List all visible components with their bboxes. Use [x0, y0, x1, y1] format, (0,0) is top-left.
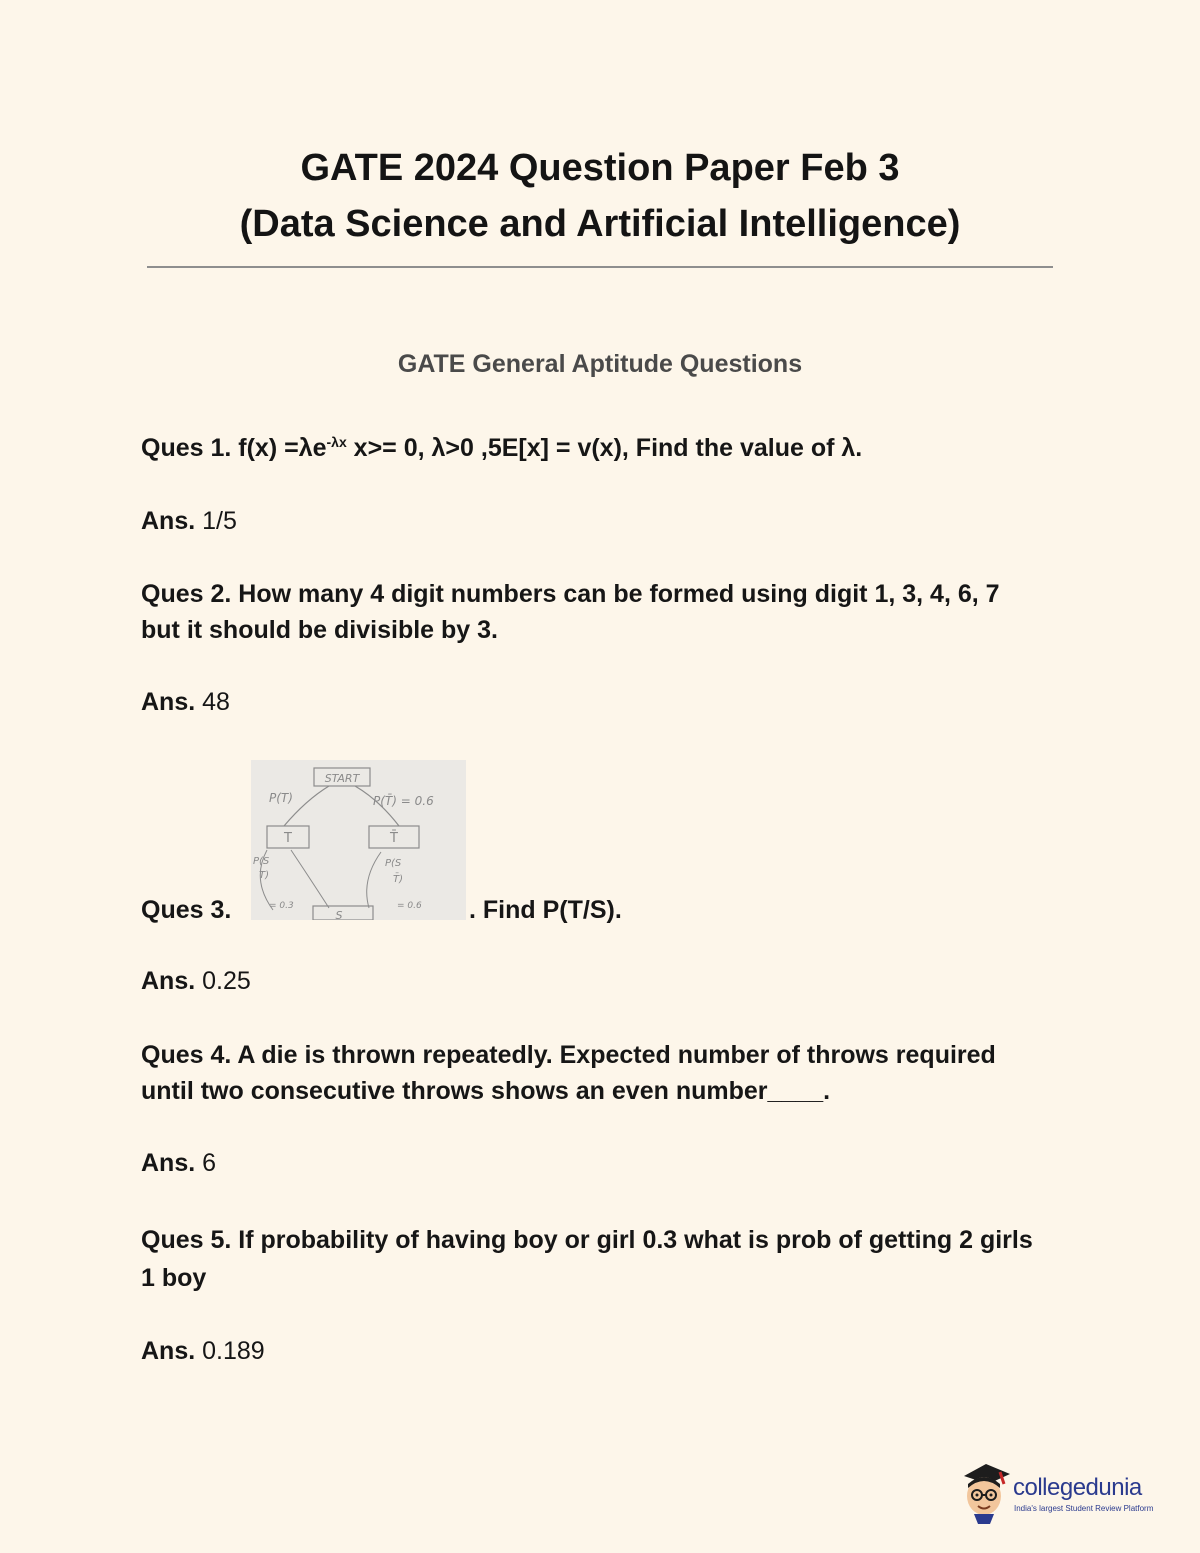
left-value: = 0.3	[269, 901, 294, 911]
logo-tagline: India's largest Student Review Platform	[1014, 1504, 1154, 1513]
answer-label: Ans.	[141, 1149, 196, 1177]
bottom-node-box	[313, 906, 373, 920]
left-edge-label: P(T)	[269, 791, 293, 805]
answer-value: 0.25	[202, 967, 251, 995]
title-divider	[147, 266, 1053, 268]
title-line-1: GATE 2024 Question Paper Feb 3	[300, 147, 900, 189]
answer-label: Ans.	[141, 1337, 196, 1365]
start-label: START	[324, 772, 360, 785]
answer-2	[141, 684, 230, 720]
answer-label: Ans.	[141, 688, 196, 716]
right-edge-label: P(T̄) = 0.6	[373, 794, 434, 808]
right-value: = 0.6	[397, 901, 422, 911]
right-node-label: T̄	[390, 831, 398, 846]
answer-4	[141, 1145, 216, 1181]
answer-label: Ans.	[141, 967, 196, 995]
right-cond-top: P(S	[385, 858, 402, 869]
left-inner-curve	[291, 850, 329, 908]
answer-5	[141, 1333, 265, 1369]
page-title	[0, 140, 1200, 252]
question-4: Ques 4. A die is thrown repeatedly. Expected number of throws required until two consecutive throws shows an even number____.	[141, 1041, 996, 1105]
logo-name: collegedunia	[1013, 1474, 1142, 1501]
left-node-label: T	[284, 831, 292, 846]
answer-label: Ans.	[141, 507, 196, 535]
question-3-prefix: Ques 3.	[141, 896, 232, 924]
question-1	[141, 430, 1041, 466]
question-1-suffix: x>= 0, λ>0 ,5E[x] = v(x), Find the value of λ.	[346, 434, 863, 462]
mascot-icon	[960, 1460, 1012, 1526]
question-2: Ques 2. How many 4 digit numbers can be formed using digit 1, 3, 4, 6, 7 but it should be divisible by 3.	[141, 580, 1000, 644]
probability-tree-diagram	[251, 760, 466, 920]
section-heading: GATE General Aptitude Questions	[397, 350, 803, 378]
answer-value: 48	[202, 688, 230, 716]
answer-1	[141, 503, 237, 539]
question-1-prefix: Ques 1. f(x) =λe	[141, 434, 327, 462]
right-cond-bottom: T̄)	[393, 874, 404, 885]
left-cond-top: P(S	[253, 856, 270, 867]
collegedunia-logo[interactable]	[960, 1460, 1160, 1526]
answer-3	[141, 963, 251, 999]
title-line-2: (Data Science and Artificial Intelligence)	[239, 203, 961, 245]
answer-value: 6	[202, 1149, 217, 1177]
question-3-suffix: . Find P(T/S).	[469, 896, 622, 924]
bottom-node-label: S	[335, 909, 343, 920]
answer-value: 0.189	[202, 1337, 265, 1365]
left-cond-bottom: T)	[259, 870, 270, 881]
right-inner-curve	[367, 852, 381, 908]
question-1-superscript: -λx	[326, 434, 347, 450]
answer-value: 1/5	[202, 507, 237, 535]
question-5: Ques 5. If probability of having boy or girl 0.3 what is prob of getting 2 girls 1 boy	[141, 1226, 1033, 1292]
